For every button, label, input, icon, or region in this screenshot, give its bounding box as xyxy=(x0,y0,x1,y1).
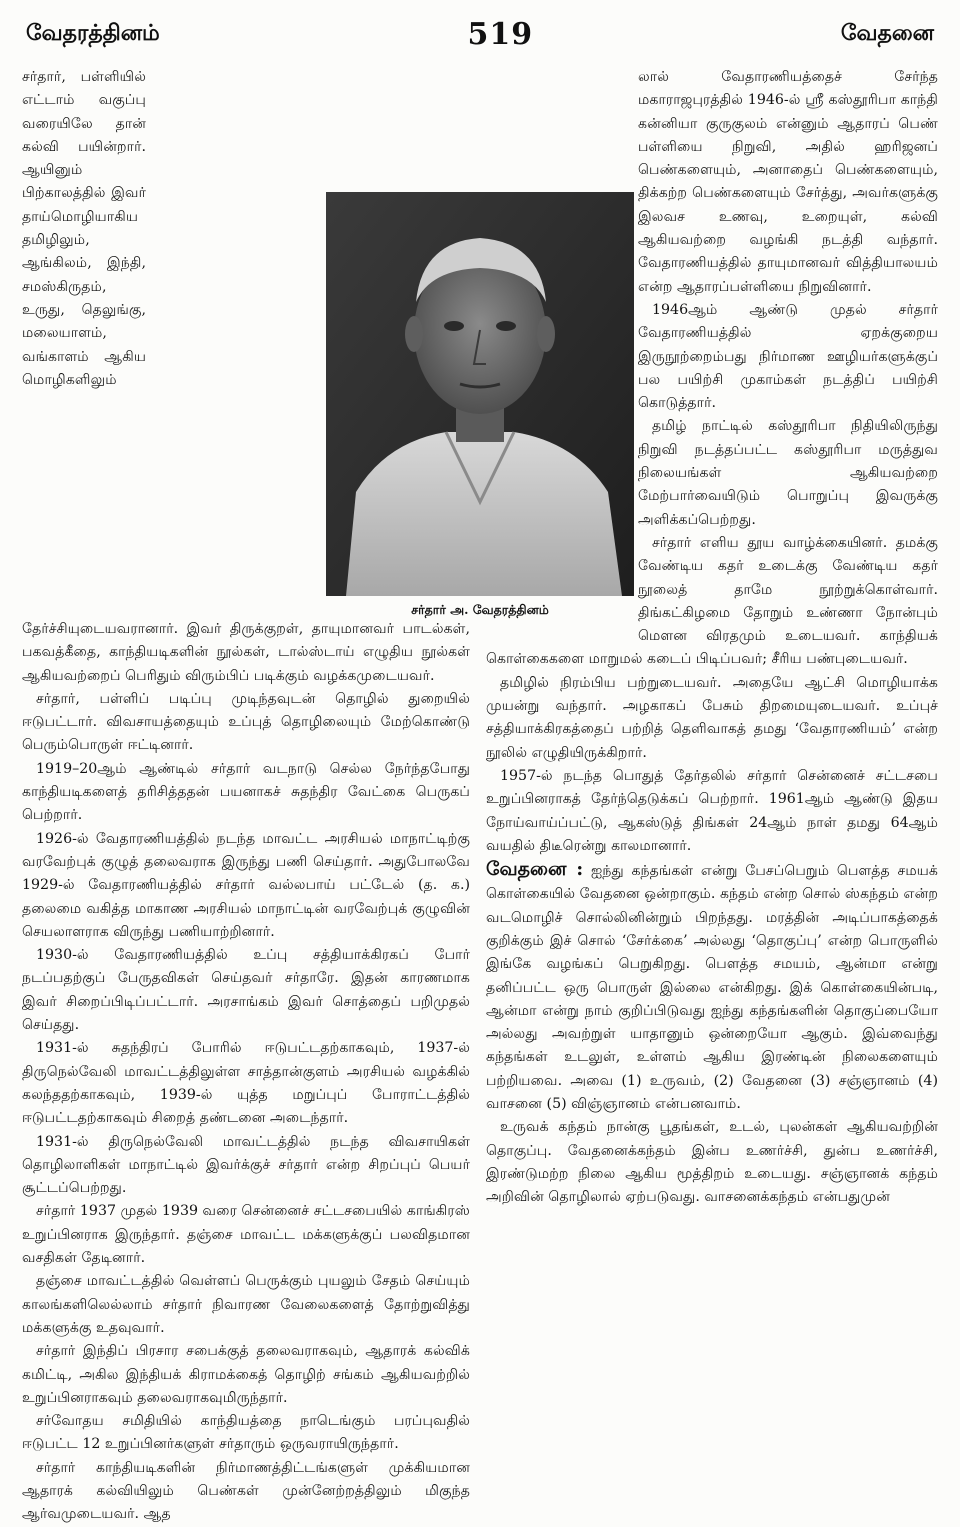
running-head-right: வேதனை xyxy=(840,19,934,46)
paragraph: தமிழில் நிரம்பிய பற்றுடையவர். அதையே ஆட்சி மொழியாக்க முயன்று வந்தார். அழகாகப் பேசும் திறமையுடையவர். உப்புச் சத்தியாக்கிரகத்தைப் பற்றித் தெளிவாகத் தமது ‘வேதாரணியம்’ என்ற நூலில் எழுதியிருக்கிறார். xyxy=(486,674,938,761)
paragraph: 1919–20ஆம் ஆண்டில் சர்தார் வடநாடு செல்ல நேர்ந்தபோது காந்தியடிகளைத் தரிசித்ததன் பயனாகச் சுதந்திர வேட்கை பெருகப் பெற்றார். xyxy=(22,760,470,824)
paragraph: உருவக் கந்தம் நான்கு பூதங்கள், உடல், புலன்கள் ஆகியவற்றின் தொகுப்பு. வேதனைக்கந்தம் இன்ப உணர்ச்சி, துன்ப உணர்ச்சி, இரண்டுமற்ற நிலை ஆகிய மூத்திறம் உடையது. சஞ்ஞானக் கந்தம் அறிவின் தொழிலால் ஏற்படுவது. வாசனைக்கந்தம் என்பதுமுன் xyxy=(486,1119,938,1206)
paragraph: 1957-ல் நடந்த பொதுத் தேர்தலில் சர்தார் சென்னைச் சட்டசபை உறுப்பினராகத் தேர்ந்தெடுக்கப் பெற்றார். 1961ஆம் ஆண்டு இதய நோய்வாய்ப்பட்டு, ஆகஸ்டுத் திங்கள் 24ஆம் நாள் தமது 64ஆம் வயதில் திடீரென்று காலமானார். xyxy=(486,767,938,854)
page-header xyxy=(26,14,934,54)
paragraph: சர்தார் இந்திப் பிரசார சபைக்குத் தலைவராகவும், ஆதாரக் கல்விக் கமிட்டி, அகில இந்தியக் கிராமக்கைத் தொழிற் சங்கம் ஆகியவற்றில் உறுப்பினராகவும் தலைவராகவுமிருந்தார். xyxy=(22,1343,470,1406)
paragraph: சர்தார் 1937 முதல் 1939 வரை சென்னைச் சட்டசபையில் காங்கிரஸ் உறுப்பினராக இருந்தார். தஞ்சை மாவட்ட மக்களுக்குப் பலவிதமான வசதிகள் தேடினார். xyxy=(22,1203,470,1267)
portrait-caption: சர்தார் அ. வேதரத்தினம் xyxy=(411,602,549,617)
paragraph: சர்தார் எளிய தூய வாழ்க்கையினர். தமக்கு வேண்டிய கதர் உடைக்கு வேண்டிய கதர் நூலைத் தாமே நூற்றுக்கொள்வார். திங்கட்கிழமை தோறும் உண்ணா நோன்பும் மௌன விரதமும் உடையவர். காந்தியக் கொள்கைகளை மாறுமல் கடைப் பிடிப்பவர்; சீரிய பண்புடையவர். xyxy=(486,534,938,668)
entry-text: ஐந்து கந்தங்கள் என்று பேசப்பெறும் பௌத்த சமயக் கொள்கையில் வேதனை ஒன்றாகும். கந்தம் என்ற சொல் ஸ்கந்தம் என்ற வடமொழிச் சொல்லினின்றும் பிறந்தது. மரத்தின் அடிப்பாகத்தைக் குறிக்கும் இச் சொல் ‘சேர்க்கை’ அல்லது ‘தொகுப்பு’ என்ற பொருளில் இங்கே வழங்கப் பெறுகிறது. பௌத்த சமயம், ஆன்மா என்று தனிப்பட்ட ஒரு பொருள் இல்லை என்கிறது. இக் கொள்கையின்படி, ஆன்மா என்று நாம் குறிப்பிடுவது ஐந்து கந்தங்களின் தொகுப்பையோ அல்லது அவற்றுள் யாதானும் ஒன்றையோ ஆகும். இவ்வைந்து கந்தங்கள் உடலுள், உள்ளம் ஆகிய இரண்டின் நிலைகளையும் பற்றியவை. அவை (1) உருவம், (2) வேதனை (3) சஞ்ஞானம் (4) வாசனை (5) விஞ்ஞானம் என்பனவாம். xyxy=(486,863,938,1113)
paragraph: சர்தார், பள்ளிப் படிப்பு முடிந்தவுடன் தொழில் துறையில் ஈடுபட்டார். விவசாயத்தையும் உப்புத் தொழிலையும் மேற்கொண்டு பெரும்பொருள் ஈட்டினார். xyxy=(22,690,470,754)
paragraph: 1931-ல் சுதந்திரப் போரில் ஈடுபட்டதற்காகவும், 1937-ல் திருநெல்வேலி மாவட்டத்திலுள்ள சாத்தான்குளம் அரசியல் வழக்கில் கலந்ததற்காகவும், 1939-ல் யுத்த மறுப்புப் போராட்டத்தில் ஈடுபட்டதற்காகவும் சிறைத் தண்டனை அடைந்தார். xyxy=(22,1040,470,1127)
paragraph: 1931-ல் திருநெல்வேலி மாவட்டத்தில் நடந்த விவசாயிகள் தொழிலாளிகள் மாநாட்டில் இவர்க்குச் சர்தார் என்ற சிறப்புப் பெயர் சூட்டப்பெற்றது. xyxy=(22,1133,470,1197)
paragraph: தமிழ் நாட்டில் கஸ்தூரிபா நிதியிலிருந்து நிறுவி நடத்தப்பட்ட கஸ்தூரிபா மருத்துவ நிலையங்கள் ஆகியவற்றை மேற்பார்வையிடும் பொறுப்பு இவருக்கு அளிக்கப்பெற்றது. xyxy=(638,418,938,528)
portrait-figure xyxy=(326,192,634,620)
entry-paragraph xyxy=(486,858,938,1116)
page-number: 519 xyxy=(467,16,534,52)
paragraph: தஞ்சை மாவட்டத்தில் வெள்ளப் பெருக்கும் புயலும் சேதம் செய்யும் காலங்களிலெல்லாம் சர்தார் நிவாரண வேலைகளைத் தோற்றுவித்து மக்களுக்கு உதவுவார். xyxy=(22,1273,470,1336)
running-head-left: வேதரத்தினம் xyxy=(26,19,160,46)
paragraph: 1930-ல் வேதாரணியத்தில் உப்பு சத்தியாக்கிரகப் போர் நடப்பதற்குப் பேருதவிகள் செய்தவர் சர்தாரே. இதன் காரணமாக இவர் சிறைப்பிடிப்பட்டார். அரசாங்கம் இவர் சொத்தைப் பறிமுதல் செய்தது. xyxy=(22,947,470,1034)
paragraph: 1926-ல் வேதாரணியத்தில் நடந்த மாவட்ட அரசியல் மாநாட்டிற்கு வரவேற்புக் குழுத் தலைவராக இருந்து பணி செய்தார். அதுபோலவே 1929-ல் வேதாரணியத்தில் சர்தார் வல்லபாய் பட்டேல் (த. க.) தலைமை வகித்த மாகாண அரசியல் மாநாட்டின் வரவேற்புக் குழுவின் செயலாளராக விருந்து பணியாற்றினார். xyxy=(22,830,470,940)
portrait-image xyxy=(326,192,634,596)
entry-headword: வேதனை : xyxy=(486,858,584,881)
paragraph: சர்தார், பள்ளியில் எட்டாம் வகுப்பு வரையிலே தான் கல்வி பயின்றார். ஆயினும் பிற்காலத்தில் இவர் தாய்மொழியாகிய தமிழிலும், ஆங்கிலம், இந்தி, சமஸ்கிருதம், உருது, தெலுங்கு, மலையாளம், வங்காளம் ஆகிய மொழிகளிலும் தேர்ச்சியுடையவரானார். இவர் திருக்குறள், தாயுமானவர் பாடல்கள், பகவத்கீதை, காந்தியடிகளின் நூல்கள், டால்ஸ்டாய் எழுதிய நூல்கள் ஆகியவற்றைப் பெரிதும் விரும்பிப் படிக்கும் வழக்கமுடையவர். xyxy=(22,69,470,684)
paragraph: லால் வேதாரணியத்தைச் சேர்ந்த மகாராஜபுரத்தில் 1946-ல் ஸ்ரீ கஸ்தூரிபா காந்தி கன்னியா குருகுலம் என்னும் ஆதாரப் பெண் பள்ளியை நிறுவி, அதில் ஹரிஜனப் பெண்களையும், அனாதைப் பெண்களையும், திக்கற்ற பெண்களையும் சேர்த்து, அவர்களுக்கு இலவச உணவு, உறையுள், கல்வி ஆகியவற்றை வழங்கி நடத்தி வந்தார். வேதாரணியத்தில் தாயுமானவர் வித்தியாலயம் என்ற ஆதாரப்பள்ளியை நிறுவினார். xyxy=(638,69,938,295)
paragraph: சர்தார் காந்தியடிகளின் நிர்மாணத்திட்டங்களுள் முக்கியமான ஆதாரக் கல்வியிலும் பெண்கள் முன்னேற்றத்திலும் மிகுந்த ஆர்வமுடையவர். ஆத xyxy=(22,1459,470,1523)
paragraph: சர்வோதய சமிதியில் காந்தியத்தை நாடெங்கும் பரப்புவதில் ஈடுபட்ட 12 உறுப்பினர்களுள் சர்தாரும் ஒருவராயிருந்தார். xyxy=(22,1413,470,1453)
portrait-photo xyxy=(326,192,634,596)
paragraph: 1946ஆம் ஆண்டு முதல் சர்தார் வேதாரணியத்தில் ஏறக்குறைய இருநூற்றைம்பது நிர்மாண ஊழியர்களுக்குப் பல பயிற்சி முகாம்கள் நடத்திப் பயிற்சி கொடுத்தார். xyxy=(638,301,938,412)
